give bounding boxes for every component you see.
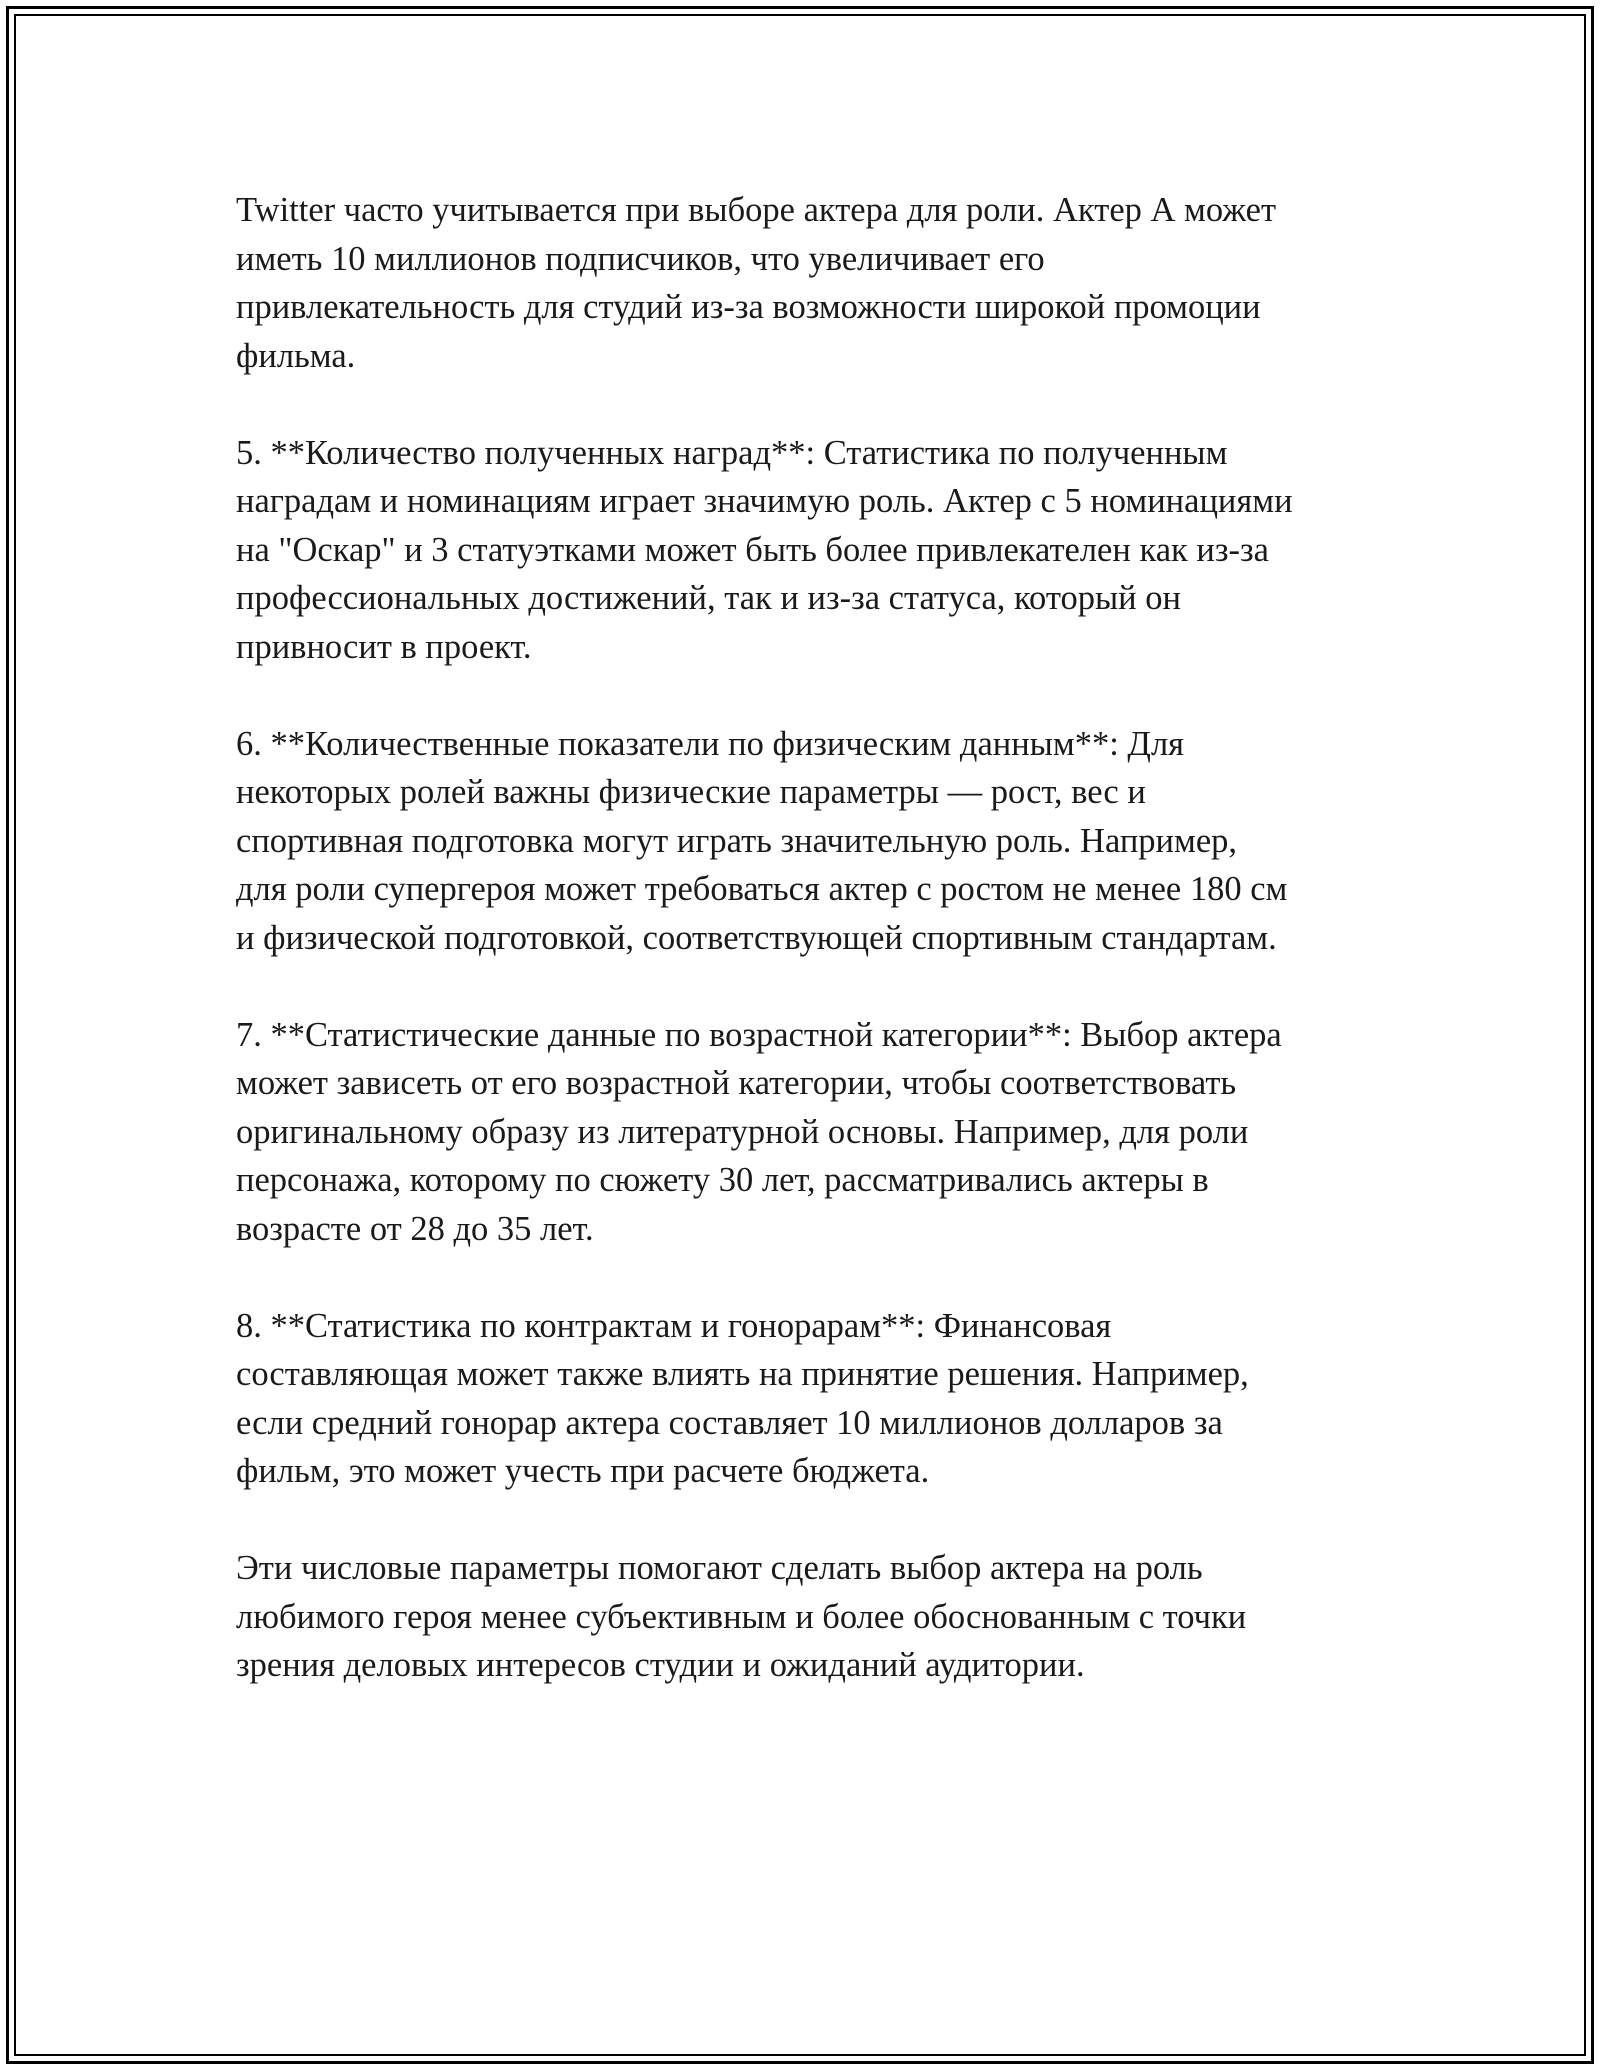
text-line: составляющая может также влиять на принятие решения. Например, bbox=[236, 1355, 1249, 1393]
text-line: Twitter часто учитывается при выборе актера для роли. Актер А может bbox=[236, 191, 1277, 229]
paragraph-item-8 bbox=[236, 1302, 1366, 1496]
text-line: фильма. bbox=[236, 336, 356, 375]
paragraph-item-6 bbox=[236, 720, 1366, 963]
text-line: возрасте от 28 до 35 лет. bbox=[236, 1209, 594, 1248]
text-line: 5. **Количество полученных наград**: Статистика по полученным bbox=[236, 433, 1228, 472]
text-line: некоторых ролей важны физические параметры — рост, вес и bbox=[236, 773, 1146, 811]
text-line: оригинальному образу из литературной основы. Например, для роли bbox=[236, 1112, 1249, 1151]
text-line: если средний гонорар актера составляет 10 миллионов долларов за bbox=[236, 1403, 1223, 1442]
paragraph-conclusion bbox=[236, 1544, 1366, 1690]
text-line: профессиональных достижений, так и из-за статуса, который он bbox=[236, 579, 1181, 617]
text-line: привносит в проект. bbox=[236, 627, 532, 666]
text-line: персонажа, которому по сюжету 30 лет, рассматривались актеры в bbox=[236, 1161, 1209, 1199]
text-line: привлекательность для студий из-за возможности широкой промоции bbox=[236, 288, 1261, 326]
text-line: 7. **Статистические данные по возрастной категории**: Выбор актера bbox=[236, 1015, 1282, 1054]
text-line: фильм, это может учесть при расчете бюджета. bbox=[236, 1452, 930, 1490]
text-line: может зависеть от его возрастной категории, чтобы соответствовать bbox=[236, 1064, 1237, 1102]
text-line: любимого героя менее субъективным и более обоснованным с точки bbox=[236, 1597, 1247, 1636]
paragraph-intro bbox=[236, 186, 1366, 380]
text-line: на "Оскар" и 3 статуэтками может быть более привлекателен как из-за bbox=[236, 530, 1269, 569]
text-line: наградам и номинациям играет значимую роль. Актер с 5 номинациями bbox=[236, 482, 1293, 520]
paragraph-item-5 bbox=[236, 429, 1366, 672]
document-body bbox=[236, 186, 1366, 1738]
text-line: 6. **Количественные показатели по физическим данным**: Для bbox=[236, 724, 1185, 763]
text-line: для роли супергероя может требоваться актер с ростом не менее 180 см bbox=[236, 870, 1288, 908]
text-line: 8. **Статистика по контрактам и гонорарам**: Финансовая bbox=[236, 1306, 1112, 1345]
text-line: зрения деловых интересов студии и ожиданий аудитории. bbox=[236, 1646, 1085, 1684]
text-line: иметь 10 миллионов подписчиков, что увеличивает его bbox=[236, 239, 1045, 278]
text-line: Эти числовые параметры помогают сделать выбор актера на роль bbox=[236, 1549, 1203, 1587]
paragraph-item-7 bbox=[236, 1011, 1366, 1254]
text-line: спортивная подготовка могут играть значительную роль. Например, bbox=[236, 821, 1238, 860]
text-line: и физической подготовкой, соответствующей спортивным стандартам. bbox=[236, 918, 1277, 957]
